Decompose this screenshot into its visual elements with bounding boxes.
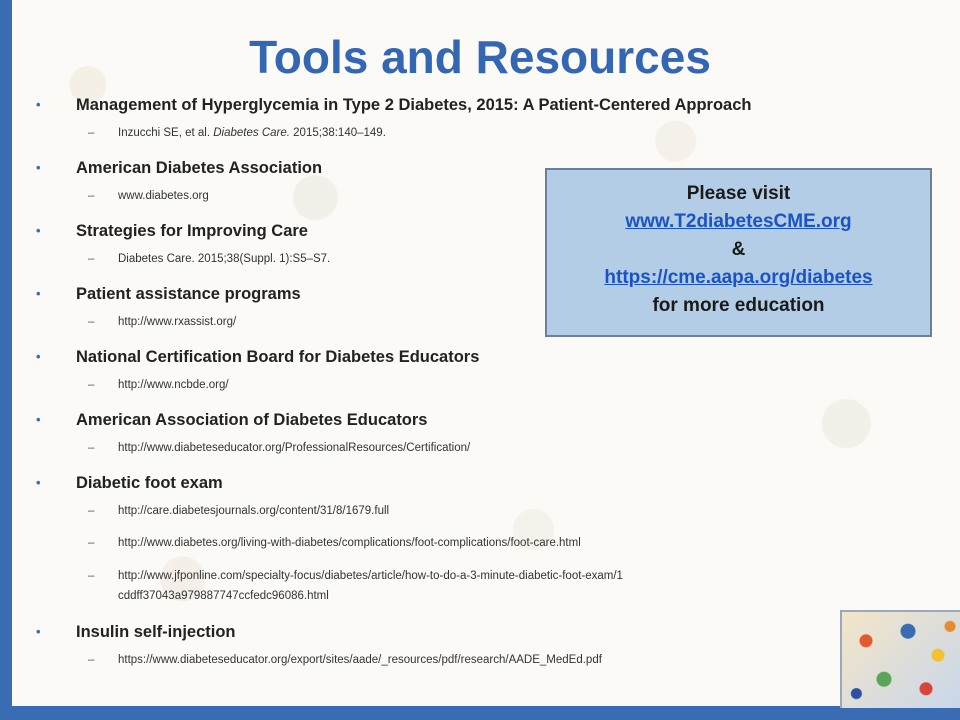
callout-footer: for more education (652, 295, 825, 316)
resource-label: American Diabetes Association (76, 159, 323, 177)
dash-icon: – (88, 253, 95, 265)
dash-icon: – (88, 127, 95, 139)
citation-authors: Inzucchi SE, et al. (118, 127, 214, 139)
resource-label: American Association of Diabetes Educators (76, 411, 428, 429)
bottom-border-bar (0, 706, 960, 720)
dash-icon: – (88, 654, 95, 666)
resource-item-ncbde (36, 346, 856, 368)
resource-link[interactable] (36, 566, 856, 606)
dash-icon: – (88, 505, 95, 517)
resource-link[interactable] (36, 502, 856, 520)
resource-label: National Certification Board for Diabetes Educators (76, 348, 480, 366)
resource-label: Insulin self-injection (76, 623, 236, 641)
visit-callout-box (545, 168, 932, 337)
resource-url[interactable]: https://www.diabeteseducator.org/export/sites/aade/_resources/pdf/research/AADE_MedEd.pdf (118, 654, 602, 666)
dash-icon: – (88, 316, 95, 328)
dash-icon: – (88, 537, 95, 549)
resource-url[interactable]: http://www.diabetes.org/living-with-diabetes/complications/foot-complications/foot-care.html (118, 537, 581, 549)
citation-details: 2015;38:140–149. (289, 127, 386, 139)
resource-label: Management of Hyperglycemia in Type 2 Diabetes, 2015: A Patient-Centered Approach (76, 96, 752, 114)
resource-url: Diabetes Care. 2015;38(Suppl. 1):S5–S7. (118, 253, 331, 265)
resource-url[interactable]: http://www.diabeteseducator.org/ProfessionalResources/Certification/ (118, 442, 471, 454)
dash-icon: – (88, 190, 95, 202)
bullet-icon: • (36, 97, 41, 112)
resource-link[interactable] (36, 376, 856, 394)
aapa-diabetes-link[interactable]: https://cme.aapa.org/diabetes (604, 267, 873, 288)
resource-item-aade (36, 409, 856, 431)
citation-journal: Diabetes Care. (213, 127, 290, 139)
resource-label: Strategies for Improving Care (76, 222, 308, 240)
bullet-icon: • (36, 223, 41, 238)
bullet-icon: • (36, 349, 41, 364)
resource-url[interactable]: http://www.jfponline.com/specialty-focus/diabetes/article/how-to-do-a-3-minute-diabetic-foot-exam/1cddff37043a979887747ccfedc96086.html (118, 570, 623, 602)
slide-title: Tools and Resources (249, 31, 711, 83)
resource-url[interactable]: http://www.rxassist.org/ (118, 316, 237, 328)
bullet-icon: • (36, 624, 41, 639)
t2diabetescme-link[interactable]: www.T2diabetesCME.org (625, 211, 852, 232)
resource-label: Diabetic foot exam (76, 474, 223, 492)
resource-url[interactable]: http://care.diabetesjournals.org/content/31/8/1679.full (118, 505, 390, 517)
callout-ampersand: & (731, 239, 746, 260)
mosaic-artwork-image (840, 610, 960, 708)
resource-url[interactable]: www.diabetes.org (118, 190, 209, 202)
resource-link[interactable] (36, 439, 856, 457)
resource-label: Patient assistance programs (76, 285, 301, 303)
resource-item-foot-exam (36, 472, 856, 494)
left-border-bar (0, 0, 12, 720)
resource-item-management-hyperglycemia (36, 94, 856, 116)
resource-item-insulin (36, 621, 856, 643)
callout-heading: Please visit (686, 183, 791, 204)
bullet-icon: • (36, 475, 41, 490)
bullet-icon: • (36, 160, 41, 175)
dash-icon: – (88, 570, 95, 582)
bullet-icon: • (36, 286, 41, 301)
resource-citation (36, 124, 856, 142)
resource-link[interactable] (36, 534, 856, 552)
dash-icon: – (88, 442, 95, 454)
resource-url[interactable]: http://www.ncbde.org/ (118, 379, 229, 391)
bullet-icon: • (36, 412, 41, 427)
dash-icon: – (88, 379, 95, 391)
resource-link[interactable] (36, 651, 856, 669)
